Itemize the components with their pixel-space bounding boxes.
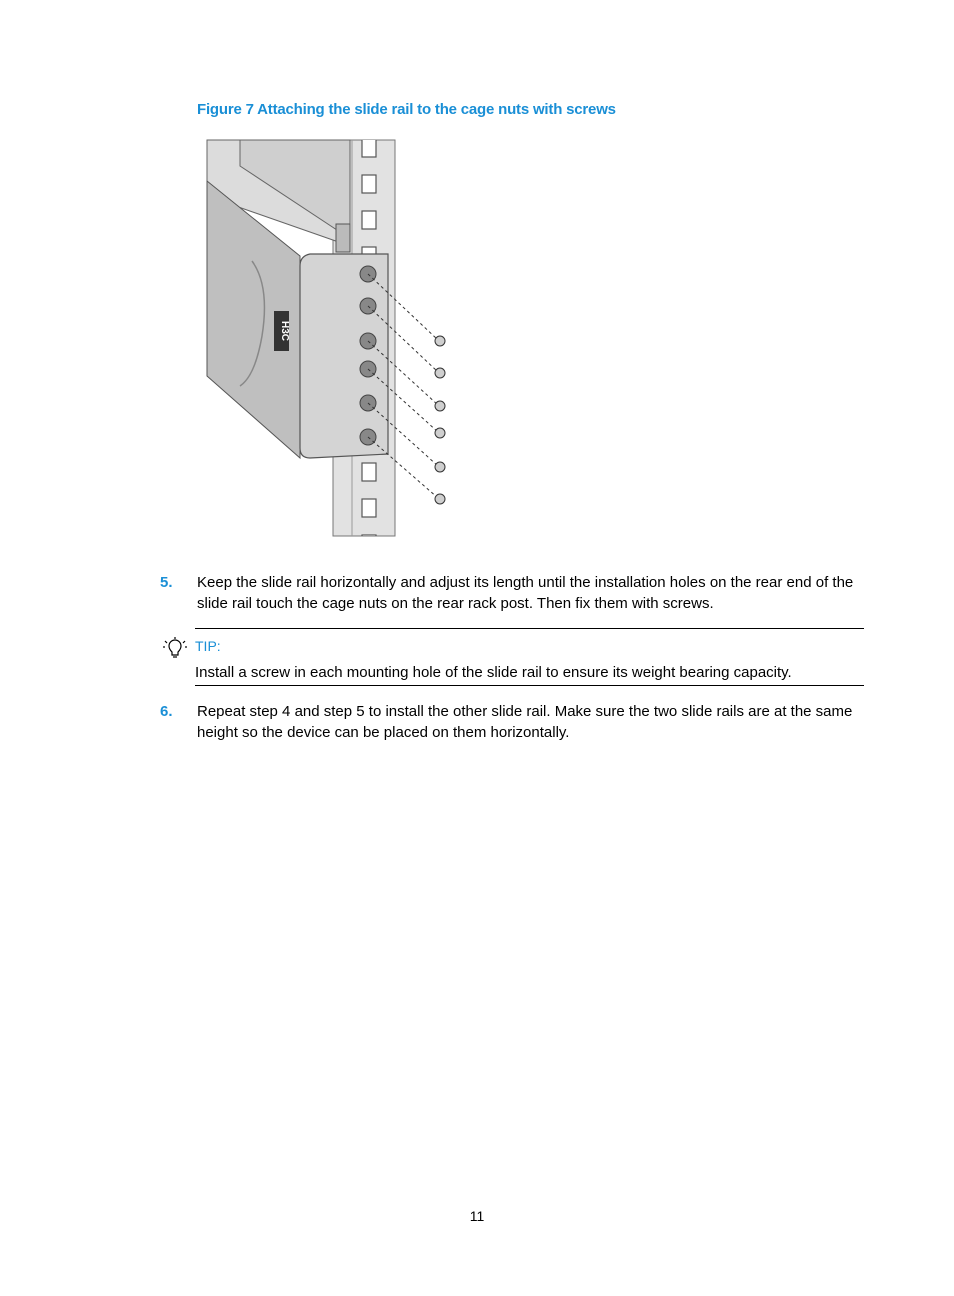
step-number: 5. xyxy=(160,574,173,591)
step-text: Keep the slide rail horizontally and adjust its length until the installation holes on the rear end of the slide rail touch the cage nuts on the rear rack post. Then fix them with screws. xyxy=(197,574,854,612)
tip-text: Install a screw in each mounting hole of the slide rail to ensure its weight bearing capacity. xyxy=(195,664,792,681)
step-number: 6. xyxy=(160,703,173,720)
tip-box xyxy=(195,628,864,686)
device-logo xyxy=(274,311,290,351)
slide-rail-figure xyxy=(200,136,460,538)
step-5 xyxy=(160,572,865,614)
tip-label: TIP: xyxy=(195,638,221,654)
step-text: Repeat step 4 and step 5 to install the other slide rail. Make sure the two slide rails are at the same height so the device can be placed on them horizontally. xyxy=(197,703,853,741)
lightbulb-icon xyxy=(163,637,187,661)
screws xyxy=(435,336,445,504)
figure-caption: Figure 7 Attaching the slide rail to the cage nuts with screws xyxy=(197,101,616,118)
step-6 xyxy=(160,701,865,743)
mounting-bracket xyxy=(300,254,388,458)
svg-text:H3C: H3C xyxy=(279,320,290,342)
page-number: 11 xyxy=(469,1208,485,1224)
